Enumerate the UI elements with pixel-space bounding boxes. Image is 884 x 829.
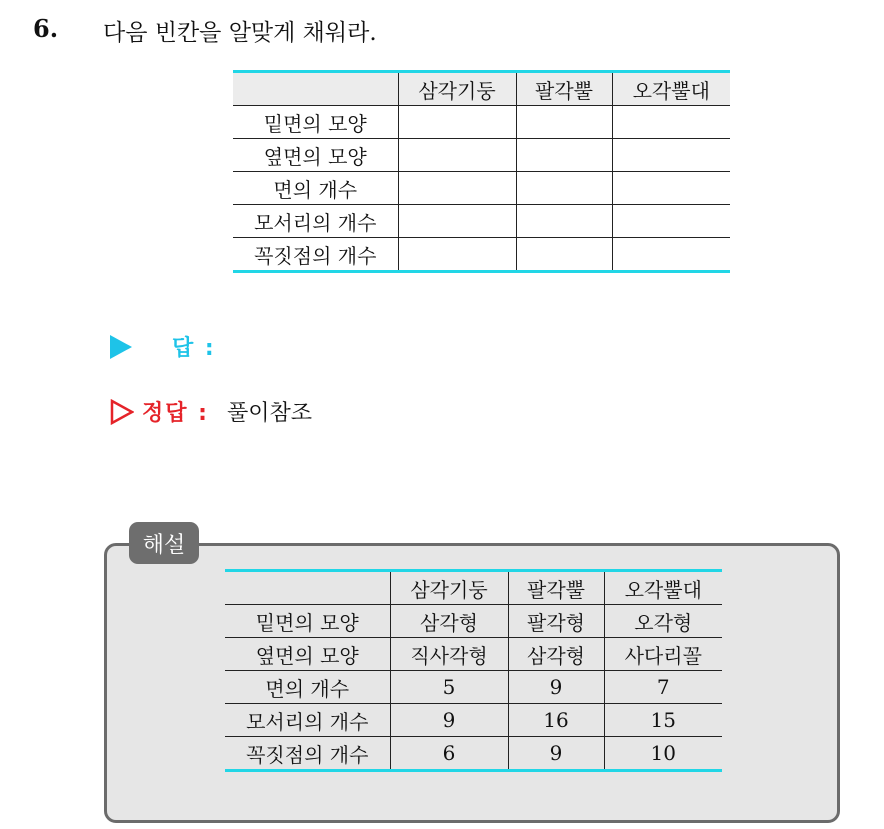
blank-cell[interactable] <box>612 172 730 205</box>
question-prompt: 다음 빈칸을 알맞게 채워라. <box>103 20 377 46</box>
table-header-cell: 팔각뿔 <box>508 571 604 605</box>
blank-cell[interactable] <box>612 205 730 238</box>
question-table <box>233 70 730 273</box>
solution-label: 정답 : <box>142 401 209 426</box>
blank-cell[interactable] <box>398 106 516 139</box>
table-header-cell: 삼각기둥 <box>390 571 508 605</box>
table-cell: 팔각형 <box>508 605 604 638</box>
table-cell: 직사각형 <box>390 638 508 671</box>
table-cell: 삼각형 <box>508 638 604 671</box>
blank-cell[interactable] <box>612 139 730 172</box>
blank-cell[interactable] <box>516 172 612 205</box>
table-header-cell: 오각뿔대 <box>604 571 722 605</box>
table-header-cell <box>225 571 390 605</box>
row-label: 밑면의 모양 <box>233 106 398 139</box>
outline-triangle-icon <box>110 399 134 425</box>
solution-row <box>110 396 312 427</box>
table-cell: 9 <box>508 737 604 771</box>
table-row <box>233 205 730 238</box>
table-header-cell: 삼각기둥 <box>398 72 516 106</box>
table-row <box>233 172 730 205</box>
blank-cell[interactable] <box>398 139 516 172</box>
table-row <box>225 638 722 671</box>
row-label: 꼭짓점의 개수 <box>233 238 398 272</box>
row-label: 밑면의 모양 <box>225 605 390 638</box>
play-triangle-icon <box>110 335 132 359</box>
table-cell: 9 <box>508 671 604 704</box>
table-header-row <box>233 72 730 106</box>
table-cell: 7 <box>604 671 722 704</box>
row-label: 꼭짓점의 개수 <box>225 737 390 771</box>
table-cell: 사다리꼴 <box>604 638 722 671</box>
row-label: 모서리의 개수 <box>233 205 398 238</box>
solution-value: 풀이참조 <box>226 401 312 426</box>
blank-cell[interactable] <box>516 106 612 139</box>
table-cell: 6 <box>390 737 508 771</box>
row-label: 모서리의 개수 <box>225 704 390 737</box>
table-row <box>233 238 730 272</box>
blank-cell[interactable] <box>516 205 612 238</box>
question-number: 6. <box>33 14 59 43</box>
blank-cell[interactable] <box>516 139 612 172</box>
answer-row <box>110 331 216 362</box>
table-cell: 삼각형 <box>390 605 508 638</box>
row-label: 옆면의 모양 <box>225 638 390 671</box>
blank-cell[interactable] <box>612 238 730 272</box>
blank-cell[interactable] <box>612 106 730 139</box>
table-row <box>225 704 722 737</box>
table-cell: 15 <box>604 704 722 737</box>
table-cell: 5 <box>390 671 508 704</box>
table-header-cell <box>233 72 398 106</box>
table-row <box>225 737 722 771</box>
table-cell: 10 <box>604 737 722 771</box>
table-cell: 16 <box>508 704 604 737</box>
table-row <box>233 139 730 172</box>
table-cell: 9 <box>390 704 508 737</box>
table-cell: 오각형 <box>604 605 722 638</box>
row-label: 옆면의 모양 <box>233 139 398 172</box>
blank-cell[interactable] <box>398 172 516 205</box>
row-label: 면의 개수 <box>233 172 398 205</box>
blank-cell[interactable] <box>398 205 516 238</box>
table-row <box>233 106 730 139</box>
blank-cell[interactable] <box>398 238 516 272</box>
table-header-cell: 오각뿔대 <box>612 72 730 106</box>
explanation-table <box>225 569 722 772</box>
blank-cell[interactable] <box>516 238 612 272</box>
explanation-tab: 해설 <box>129 522 199 564</box>
answer-label: 답 : <box>172 336 216 361</box>
table-header-cell: 팔각뿔 <box>516 72 612 106</box>
table-row <box>225 671 722 704</box>
table-header-row <box>225 571 722 605</box>
table-row <box>225 605 722 638</box>
row-label: 면의 개수 <box>225 671 390 704</box>
